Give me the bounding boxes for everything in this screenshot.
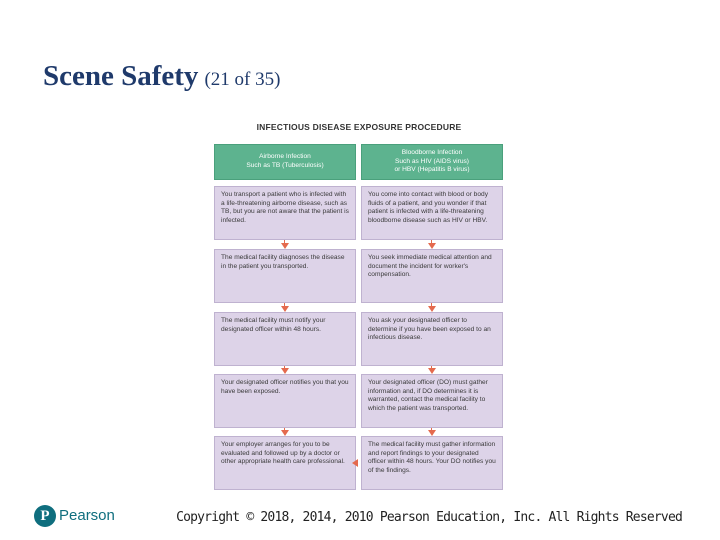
pearson-logo-icon: P	[34, 505, 56, 527]
figure-title: INFECTIOUS DISEASE EXPOSURE PROCEDURE	[256, 122, 462, 132]
slide-subtitle: (21 of 35)	[204, 69, 281, 90]
right-header-text: Bloodborne Infection Such as HIV (AIDS virus) or HBV (Hepatitis B virus)	[394, 149, 470, 174]
right-step-3: You ask your designated officer to determine if you have been exposed to an infectious disease.	[361, 312, 503, 366]
left-step-2: The medical facility diagnoses the disease in the patient you transported.	[214, 249, 356, 303]
right-arrow-4-icon	[428, 430, 436, 436]
left-arrow-4-icon	[281, 430, 289, 436]
left-arrow-1-icon	[281, 243, 289, 249]
right-arrow-2-icon	[428, 306, 436, 312]
right-arrow-1-icon	[428, 243, 436, 249]
left-arrow-3-icon	[281, 368, 289, 374]
left-arrow-2-icon	[281, 306, 289, 312]
left-step-4: Your designated officer notifies you that you have been exposed.	[214, 374, 356, 428]
left-column-header	[214, 144, 356, 180]
left-step-1: You transport a patient who is infected with a life-threatening airborne disease, such as TB, but you are not aware that the patient is infected.	[214, 186, 356, 240]
right-step-1: You come into contact with blood or body fluids of a patient, and you wonder if that patient is infected with a life-threatening bloodborne disease such as HIV or HBV.	[361, 186, 503, 240]
right-column-header	[361, 144, 503, 180]
left-header-text: Airborne Infection Such as TB (Tuberculosis)	[246, 153, 324, 169]
right-step-2: You seek immediate medical attention and document the incident for worker's compensation.	[361, 249, 503, 303]
right-step-5: The medical facility must gather information and report findings to your designated officer within 48 hours. Your DO notifies you of the findings.	[361, 436, 503, 490]
left-step-3: The medical facility must notify your designated officer within 48 hours.	[214, 312, 356, 366]
slide-title-text: Scene Safety	[43, 60, 199, 92]
pearson-logo-text: Pearson	[59, 507, 115, 524]
slide-title	[43, 60, 280, 93]
right-arrow-3-icon	[428, 368, 436, 374]
cross-arrow-left-icon	[352, 459, 358, 467]
left-step-5: Your employer arranges for you to be evaluated and followed up by a doctor or other appropriate health care professional.	[214, 436, 356, 490]
copyright-text: Copyright © 2018, 2014, 2010 Pearson Education, Inc. All Rights Reserved	[176, 510, 682, 525]
right-step-4: Your designated officer (DO) must gather information and, if DO determines it is warranted, contact the medical facility to which the patient was transported.	[361, 374, 503, 428]
